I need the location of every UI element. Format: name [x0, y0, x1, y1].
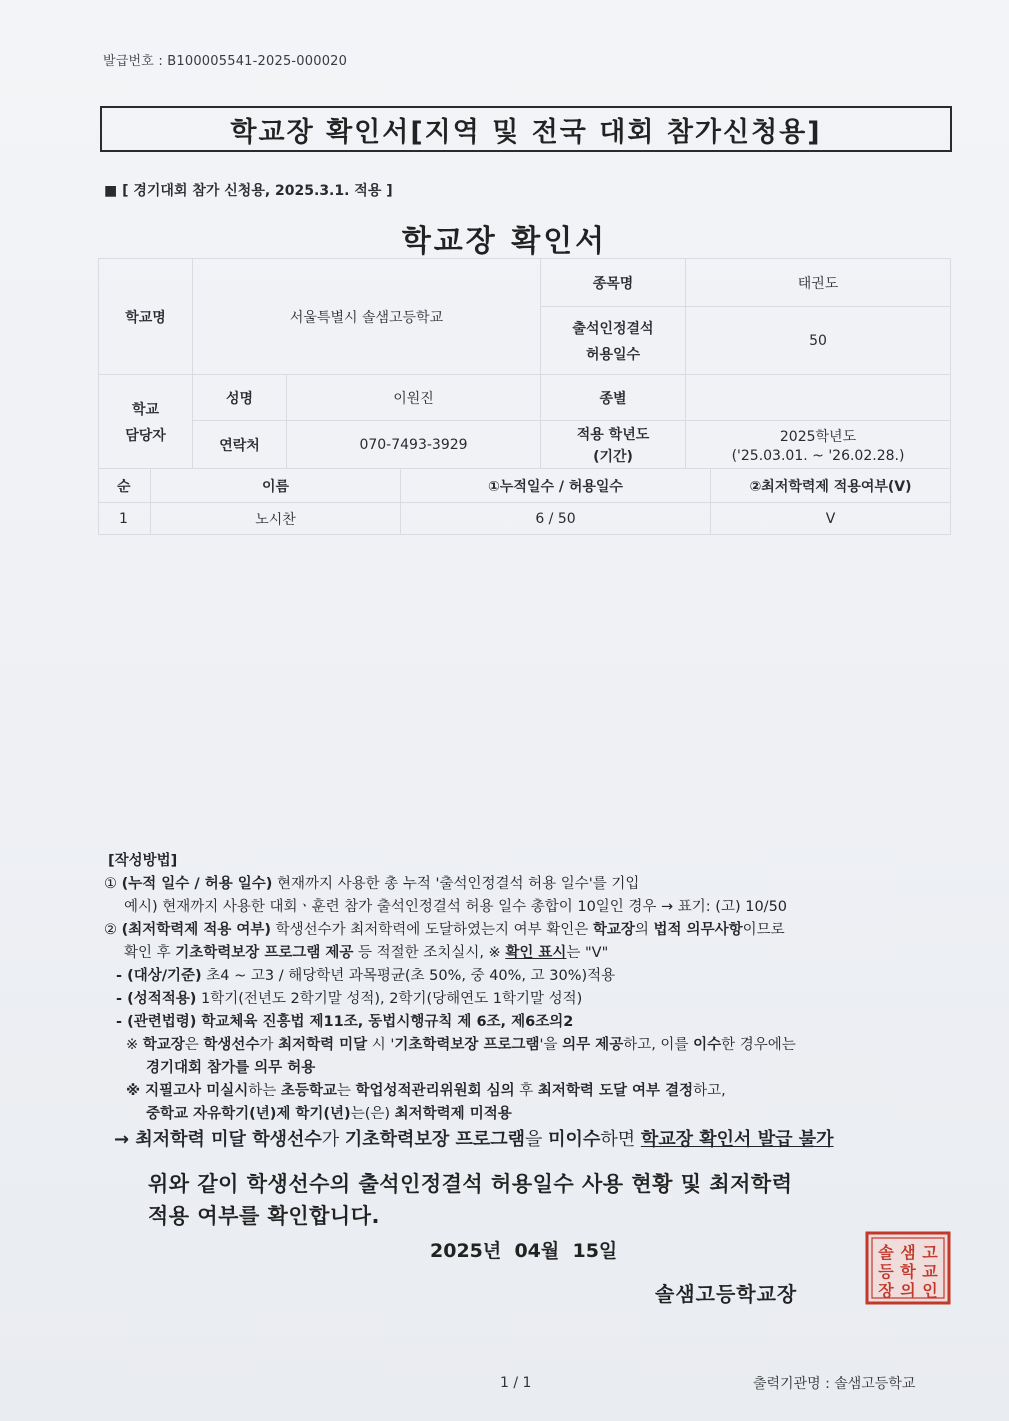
svg-text:인: 인	[922, 1281, 938, 1300]
note-2-title: (최저학력제 적용 여부)	[121, 922, 272, 938]
year-value-line1: 2025학년도	[779, 428, 857, 445]
table-row	[99, 503, 951, 535]
allowed-days-label	[541, 307, 686, 375]
manager-label	[99, 375, 193, 469]
s1-b: 학교장	[142, 1037, 185, 1053]
year-label-line2: (기간)	[593, 448, 633, 465]
allowed-days-label-line2: 허용일수	[585, 346, 641, 363]
contact-value: 070-7493-3929	[287, 421, 541, 469]
note-2-text-c: 의	[634, 922, 654, 938]
s1-k: 하고, 이를	[623, 1037, 694, 1053]
sport-label: 종목명	[541, 259, 686, 307]
manager-label-line1: 학교	[131, 401, 160, 418]
svg-text:교: 교	[922, 1262, 938, 1281]
note-2-num: ②	[104, 922, 117, 938]
year-value-line2: ('25.03.01. ~ '26.02.28.)	[731, 447, 905, 464]
s1-i: '을	[539, 1037, 563, 1053]
school-name-value: 서울특별시 솔샘고등학교	[193, 259, 541, 375]
row-days: 6 / 50	[401, 503, 711, 535]
note-2-l2-a: 확인 후	[124, 945, 176, 961]
note-2	[104, 919, 964, 942]
warn-b: 가	[321, 1129, 345, 1150]
s2-b: 하는	[248, 1083, 281, 1099]
s2-e: 학업성적관리위원회 심의	[355, 1083, 515, 1099]
s2-d: 는	[336, 1083, 356, 1099]
svg-text:의: 의	[900, 1281, 916, 1300]
s1-h: 기초학력보장 프로그램	[394, 1037, 540, 1053]
col-header-no: 순	[99, 469, 151, 503]
svg-text:등: 등	[878, 1262, 894, 1281]
svg-text:솔: 솔	[878, 1243, 894, 1262]
s2-c: 초등학교	[280, 1083, 337, 1099]
warn-f: 하면	[600, 1129, 641, 1150]
doc-title: 학교장 확인서	[401, 224, 608, 259]
note-2-l2-c: 등 적절한 조치실시, ※	[353, 945, 506, 961]
note-2-line2	[104, 942, 964, 965]
issue-number: 발급번호 : B100005541-2025-000020	[103, 54, 348, 69]
detail-target	[104, 965, 964, 988]
student-table	[98, 468, 951, 535]
s1-l: 이수	[693, 1037, 722, 1053]
detail-grades	[104, 988, 964, 1011]
manager-label-line2: 담당자	[125, 427, 166, 444]
sub-note-2	[104, 1080, 964, 1103]
note-1	[104, 873, 964, 896]
note-1-example: 예시) 현재까지 사용한 대회ㆍ훈련 참가 출석인정결석 허용 일수 총합이 10일인 경우 → 표기: (고) 10/50	[124, 899, 788, 915]
s2-h: 하고,	[693, 1083, 726, 1099]
detail-target-text: 초4 ~ 고3 / 해당학년 과목평균(초 50%, 중 40%, 고 30%)적용	[201, 968, 616, 984]
note-2-legal-duty: 법적 의무사항	[653, 922, 743, 938]
apply-note: ■ [ 경기대회 참가 신청용, 2025.3.1. 적용 ]	[104, 183, 393, 199]
note-2-text-a: 학생선수가 최저학력에 도달하였는지 여부 확인은	[271, 922, 593, 938]
school-name-label: 학교명	[99, 259, 193, 375]
note-1-num: ①	[104, 876, 117, 892]
year-label-line1: 적용 학년도	[576, 426, 650, 443]
note-2-principal: 학교장	[592, 922, 635, 938]
warn-c: 기초학력보장 프로그램	[344, 1129, 526, 1150]
s2-f: 후	[514, 1083, 538, 1099]
svg-text:장: 장	[878, 1281, 894, 1300]
detail-target-label: - (대상/기준)	[116, 968, 202, 984]
allowed-days-label-line1: 출석인정결석	[572, 320, 654, 337]
detail-law-label: - (관련법령)	[116, 1014, 197, 1030]
detail-grades-label: - (성적적용)	[116, 991, 197, 1007]
writing-instructions	[104, 850, 964, 1151]
s1-a: ※	[126, 1037, 143, 1053]
detail-grades-text: 1학기(전년도 2학기말 성적), 2학기(당해연도 1학기말 성적)	[196, 991, 583, 1007]
document-heading: 학교장 확인서[지역 및 전국 대회 참가신청용]	[230, 116, 822, 148]
warn-d: 을	[525, 1129, 549, 1150]
col-header-applied: ②최저학력제 적용여부(V)	[711, 469, 951, 503]
year-label	[541, 421, 686, 469]
warning-line	[104, 1128, 964, 1151]
manager-name-label: 성명	[193, 375, 287, 421]
s1-j: 의무 제공	[562, 1037, 624, 1053]
print-organization: 출력기관명 : 솔샘고등학교	[753, 1376, 916, 1392]
manager-name-value: 이원진	[287, 375, 541, 421]
s1-f: 최저학력 미달	[278, 1037, 368, 1053]
s1-d: 학생선수	[203, 1037, 260, 1053]
sub-note-1-line2: 경기대회 참가를 의무 허용	[146, 1060, 316, 1076]
sport-value: 태권도	[686, 259, 951, 307]
note-2-l2-e: 는 "V"	[566, 945, 609, 961]
confirmation-text	[148, 1168, 793, 1232]
s1-e: 가	[259, 1037, 279, 1053]
s2-l2-a: 중학교 자유학기(년)제 학기(년)	[146, 1106, 351, 1122]
row-applied: V	[711, 503, 951, 535]
gender-value	[686, 375, 951, 421]
allowed-days-value: 50	[686, 307, 951, 375]
confirmation-line1: 위와 같이 학생선수의 출석인정결석 허용일수 사용 현황 및 최저학력	[148, 1172, 793, 1196]
svg-text:고: 고	[922, 1243, 938, 1262]
notes-heading: [작성방법]	[108, 853, 178, 869]
col-header-days: ①누적일수 / 허용일수	[401, 469, 711, 503]
page-number: 1 / 1	[500, 1375, 532, 1391]
s1-g: 시 '	[367, 1037, 395, 1053]
official-seal-icon	[865, 1231, 951, 1305]
info-table	[98, 258, 951, 469]
svg-text:샘: 샘	[900, 1243, 916, 1262]
warn-e: 미이수	[548, 1129, 601, 1150]
detail-law-text: 학교체육 진흥법 제11조, 동법시행규칙 제 6조, 제6조의2	[196, 1014, 574, 1030]
s2-l2-b: 는(은)	[350, 1106, 395, 1122]
s2-l2-c: 최저학력제 미적용	[394, 1106, 512, 1122]
note-1-text: 현재까지 사용한 총 누적 '출석인정결석 허용 일수'를 기입	[272, 876, 640, 892]
svg-text:학: 학	[900, 1262, 916, 1281]
s2-a: ※ 지필고사 미실시	[126, 1083, 249, 1099]
note-1-title: (누적 일수 / 허용 일수)	[121, 876, 273, 892]
note-2-l2-b: 기초학력보장 프로그램 제공	[175, 945, 354, 961]
document-heading-box	[100, 106, 952, 152]
warn-a: → 최저학력 미달 학생선수	[114, 1129, 322, 1150]
gender-label: 종별	[541, 375, 686, 421]
contact-label: 연락처	[193, 421, 287, 469]
note-2-text-e: 이므로	[742, 922, 785, 938]
s1-c: 은	[184, 1037, 204, 1053]
row-name: 노시찬	[151, 503, 401, 535]
note-2-l2-d: 확인 표시	[505, 945, 567, 961]
confirmation-line2: 적용 여부를 확인합니다.	[148, 1204, 380, 1228]
detail-law	[104, 1011, 964, 1034]
principal-name: 솔샘고등학교장	[655, 1282, 798, 1306]
year-value	[686, 421, 951, 469]
row-no: 1	[99, 503, 151, 535]
col-header-name: 이름	[151, 469, 401, 503]
sub-note-1	[104, 1034, 964, 1057]
warn-g: 학교장 확인서 발급 불가	[640, 1129, 834, 1150]
sub-note-2-line2	[104, 1103, 964, 1126]
s2-g: 최저학력 도달 여부 결정	[537, 1083, 694, 1099]
s1-m: 한 경우에는	[721, 1037, 796, 1053]
issue-date: 2025년 04월 15일	[430, 1240, 618, 1262]
